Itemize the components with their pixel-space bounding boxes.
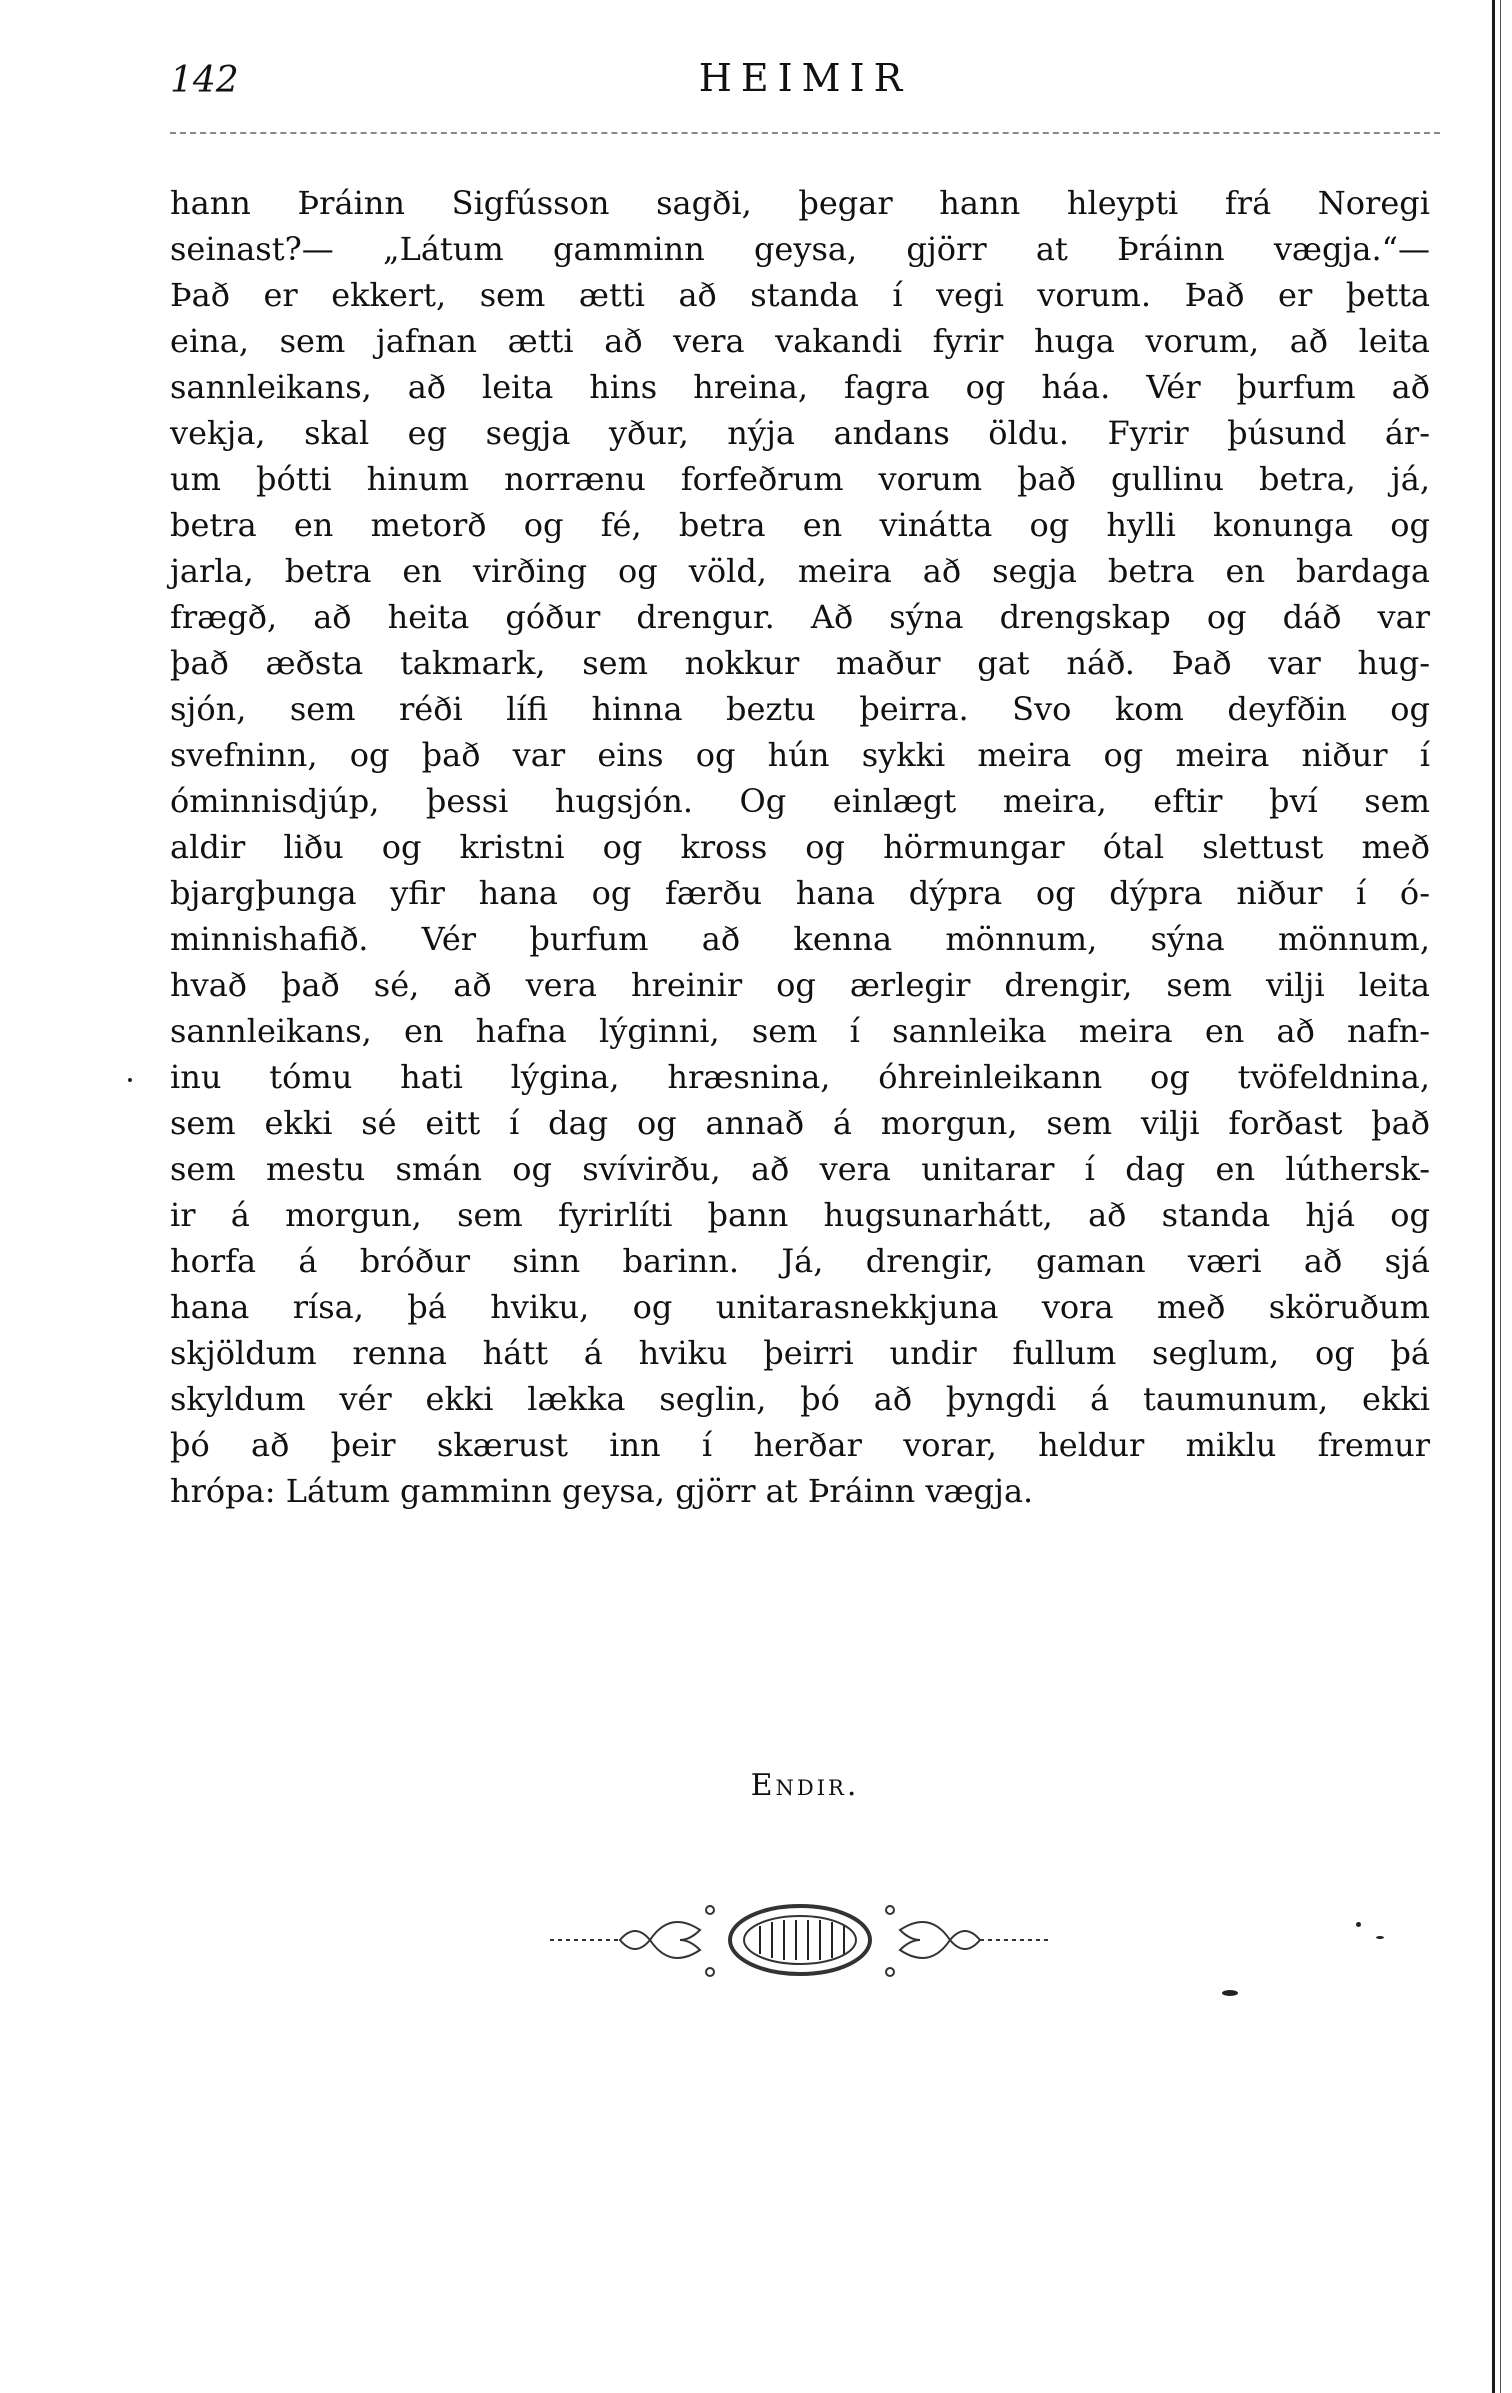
print-speck xyxy=(1376,1936,1384,1939)
print-speck xyxy=(128,1078,132,1082)
text-line: eina, sem jafnan ætti að vera vakandi fyrir huga vorum, að leita xyxy=(170,322,1430,360)
text-line: aldir liðu og kristni og kross og hörmungar ótal slettust með xyxy=(170,828,1430,866)
page-edge-line xyxy=(1492,0,1495,2393)
text-line: sannleikans, að leita hins hreina, fagra og háa. Vér þurfum að xyxy=(170,368,1430,406)
body-text xyxy=(170,180,1430,1514)
text-line: sem ekki sé eitt í dag og annað á morgun, sem vilji forðast það xyxy=(170,1104,1430,1142)
text-line: skjöldum renna hátt á hviku þeirri undir fullum seglum, og þá xyxy=(170,1334,1430,1372)
text-line: minnishafið. Vér þurfum að kenna mönnum, sýna mönnum, xyxy=(170,920,1430,958)
running-title: HEIMIR xyxy=(698,56,912,100)
text-line: óminnisdjúp, þessi hugsjón. Og einlægt meira, eftir því sem xyxy=(170,782,1430,820)
text-line: sem mestu smán og svívirðu, að vera unitarar í dag en lúthersk- xyxy=(170,1150,1430,1188)
tailpiece-ornament-icon xyxy=(540,1880,1060,2000)
print-speck xyxy=(1222,1990,1238,1996)
text-line: þó að þeir skærust inn í herðar vorar, heldur miklu fremur xyxy=(170,1426,1430,1464)
text-line: skyldum vér ekki lækka seglin, þó að þyngdi á taumunum, ekki xyxy=(170,1380,1430,1418)
text-line: inu tómu hati lýgina, hræsnina, óhreinleikann og tvöfeldnina, xyxy=(170,1058,1430,1096)
text-line: seinast?— „Látum gamminn geysa, gjörr at Þráinn vægja.“— xyxy=(170,230,1430,268)
text-line: frægð, að heita góður drengur. Að sýna drengskap og dáð var xyxy=(170,598,1430,636)
header-rule xyxy=(170,132,1440,134)
endir-label: Endir. xyxy=(750,1768,860,1803)
text-line: sannleikans, en hafna lýginni, sem í sannleika meira en að nafn- xyxy=(170,1012,1430,1050)
text-line: ir á morgun, sem fyrirlíti þann hugsunarhátt, að standa hjá og xyxy=(170,1196,1430,1234)
print-speck xyxy=(1356,1922,1361,1927)
text-line: hann Þráinn Sigfússon sagði, þegar hann hleypti frá Noregi xyxy=(170,184,1430,222)
text-line: hvað það sé, að vera hreinir og ærlegir drengir, sem vilji leita xyxy=(170,966,1430,1004)
page-header xyxy=(170,50,1440,110)
text-line: jarla, betra en virðing og völd, meira að segja betra en bardaga xyxy=(170,552,1430,590)
text-line: horfa á bróður sinn barinn. Já, drengir, gaman væri að sjá xyxy=(170,1242,1430,1280)
text-line: betra en metorð og fé, betra en vinátta og hylli konunga og xyxy=(170,506,1430,544)
text-line: sjón, sem réði lífi hinna beztu þeirra. Svo kom deyfðin og xyxy=(170,690,1430,728)
text-line: bjargþunga yfir hana og færðu hana dýpra og dýpra niður í ó- xyxy=(170,874,1430,912)
text-line: Það er ekkert, sem ætti að standa í vegi vorum. Það er þetta xyxy=(170,276,1430,314)
text-line: hrópa: Látum gamminn geysa, gjörr at Þráinn vægja. xyxy=(170,1472,1034,1510)
text-line: svefninn, og það var eins og hún sykki meira og meira niður í xyxy=(170,736,1430,774)
text-line: um þótti hinum norrænu forfeðrum vorum það gullinu betra, já, xyxy=(170,460,1430,498)
text-line: vekja, skal eg segja yður, nýja andans öldu. Fyrir þúsund ár- xyxy=(170,414,1430,452)
page-edge-line-thin xyxy=(1500,0,1501,2393)
text-line: hana rísa, þá hviku, og unitarasnekkjuna vora með sköruðum xyxy=(170,1288,1430,1326)
text-line: það æðsta takmark, sem nokkur maður gat náð. Það var hug- xyxy=(170,644,1430,682)
page-number: 142 xyxy=(170,60,239,101)
